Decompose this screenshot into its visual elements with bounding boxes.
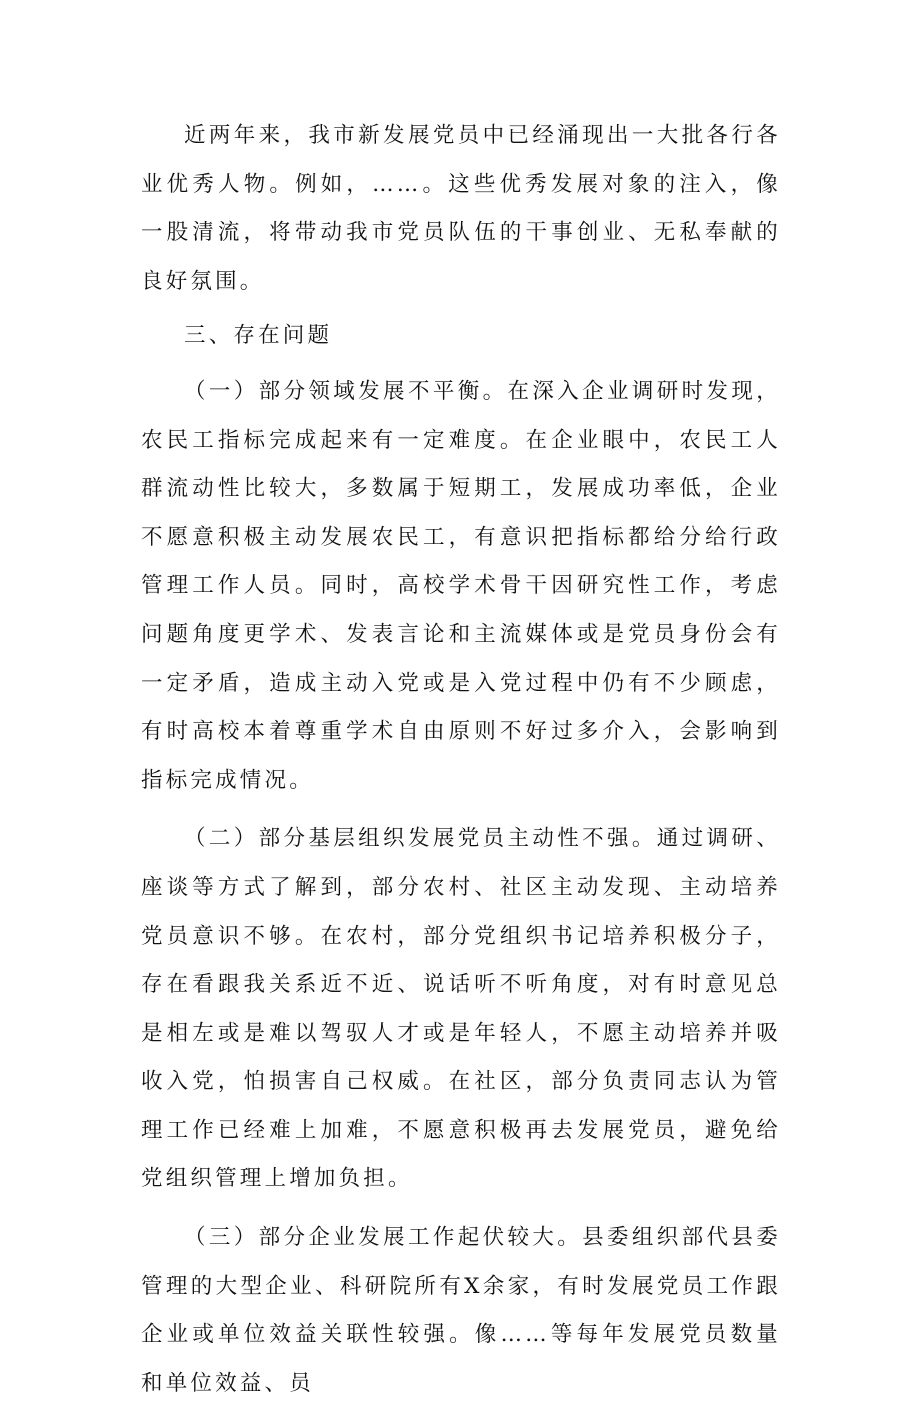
paragraph-issue-1: （一）部分领域发展不平衡。在深入企业调研时发现，农民工指标完成起来有一定难度。在企业眼中，农民工人群流动性比较大，多数属于短期工，发展成功率低，企业不愿意积极主动发展农民工，有意识把指标都给分给行政管理工作人员。同时，高校学术骨干因研究性工作，考虑问题角度更学术、发表言论和主流媒体或是党员身份会有一定矛盾，造成主动入党或是入党过程中仍有不少顾虑，有时高校本着尊重学术自由原则不好过多介入，会影响到指标完成情况。: [141, 378, 781, 793]
paragraph-issue-2: （二）部分基层组织发展党员主动性不强。通过调研、座谈等方式了解到，部分农村、社区主动发现、主动培养党员意识不够。在农村，部分党组织书记培养积极分子，存在看跟我关系近不近、说话听不听角度，对有时意见总是相左或是难以驾驭人才或是年轻人，不愿主动培养并吸收入党，怕损害自己权威。在社区，部分负责同志认为管理工作已经难上加难，不愿意积极再去发展党员，避免给党组织管理上增加负担。: [141, 826, 781, 1192]
paragraph-intro: 近两年来，我市新发展党员中已经涌现出一大批各行各业优秀人物。例如，……。这些优秀发展对象的注入，像一股清流，将带动我市党员队伍的干事创业、无私奉献的良好氛围。: [141, 123, 781, 294]
paragraph-issue-3: （三）部分企业发展工作起伏较大。县委组织部代县委管理的大型企业、科研院所有X余家，有时发展党员工作跟企业或单位效益关联性较强。像……等每年发展党员数量和单位效益、员: [141, 1225, 781, 1396]
document-body: [141, 112, 781, 1408]
section-heading: 三、存在问题: [184, 323, 333, 349]
